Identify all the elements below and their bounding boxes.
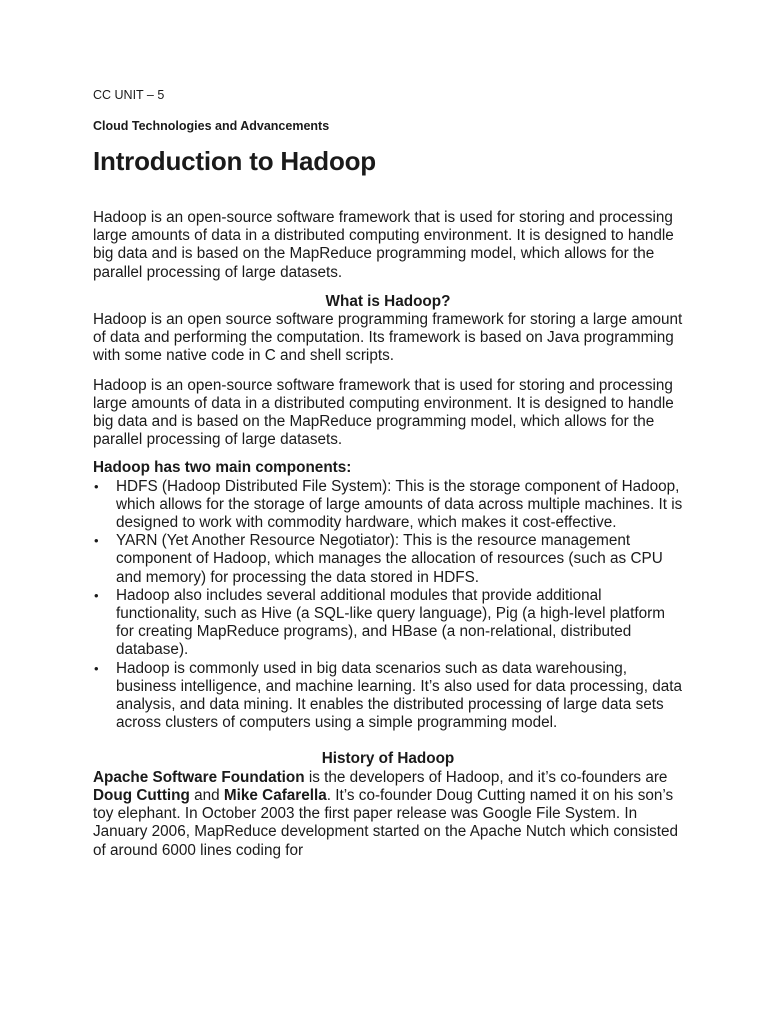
list-item: • Hadoop is commonly used in big data scenarios such as data warehousing, business intelligence, and machine learning. It’s also used for data processing, data analysis, and data mining. It enables the distributed processing of large data sets across clusters of computers using a simple programming model.	[116, 660, 683, 733]
mike-cafarella-name: Mike Cafarella	[223, 786, 327, 804]
list-item: • YARN (Yet Another Resource Negotiator): This is the resource management component of Hadoop, which manages the allocation of resources (such as CPU and memory) for processing the data stored in HDFS.	[116, 532, 683, 587]
unit-label: CC UNIT – 5	[93, 88, 165, 102]
components-list	[93, 478, 683, 733]
intro-paragraph: Hadoop is an open-source software framework that is used for storing and processing large amounts of data in a distributed computing environment. It is designed to handle big data and is based on the MapReduce programming model, which allows for the parallel processing of large datasets.	[93, 209, 674, 281]
history-text-2: and	[189, 786, 224, 804]
doug-cutting-name: Doug Cutting	[93, 786, 190, 804]
history-text-3: . It’s co-founder Doug Cutting named it on his son’s toy elephant. In October 2003 the first paper release was Google File System. In January 2006, MapReduce development started on the Apache Nutch which consisted of around 6000 lines coding for	[93, 786, 679, 859]
document-subtitle: Cloud Technologies and Advancements	[93, 119, 330, 133]
components-heading: Hadoop has two main components:	[93, 459, 352, 477]
asf-name: Apache Software Foundation	[93, 768, 305, 786]
what-is-hadoop-heading: What is Hadoop?	[325, 292, 451, 310]
what-is-paragraph-2: Hadoop is an open-source software framework that is used for storing and processing large amounts of data in a distributed computing environment. It is designed to handle big data and is based on the MapReduce programming model, which allows for the parallel processing of large datasets.	[93, 376, 674, 449]
list-item: • Hadoop also includes several additional modules that provide additional functionality, such as Hive (a SQL-like query language), Pig (a high-level platform for creating MapReduce programs), and HBase (a non-relational, distributed database).	[116, 587, 683, 660]
history-heading: History of Hadoop	[321, 750, 455, 768]
history-text-1: is the developers of Hadoop, and it’s co-founders are	[304, 768, 668, 786]
what-is-paragraph-1: Hadoop is an open source software programming framework for storing a large amount of data and performing the computation. Its framework is based on Java programming with some native code in C and shell scripts.	[93, 311, 683, 365]
list-item: • HDFS (Hadoop Distributed File System): This is the storage component of Hadoop, which allows for the storage of large amounts of data across multiple machines. It is designed to work with commodity hardware, which makes it cost-effective.	[116, 478, 683, 533]
page-title: Introduction to Hadoop	[93, 146, 376, 176]
history-paragraph	[93, 769, 683, 860]
document-body	[93, 209, 683, 860]
